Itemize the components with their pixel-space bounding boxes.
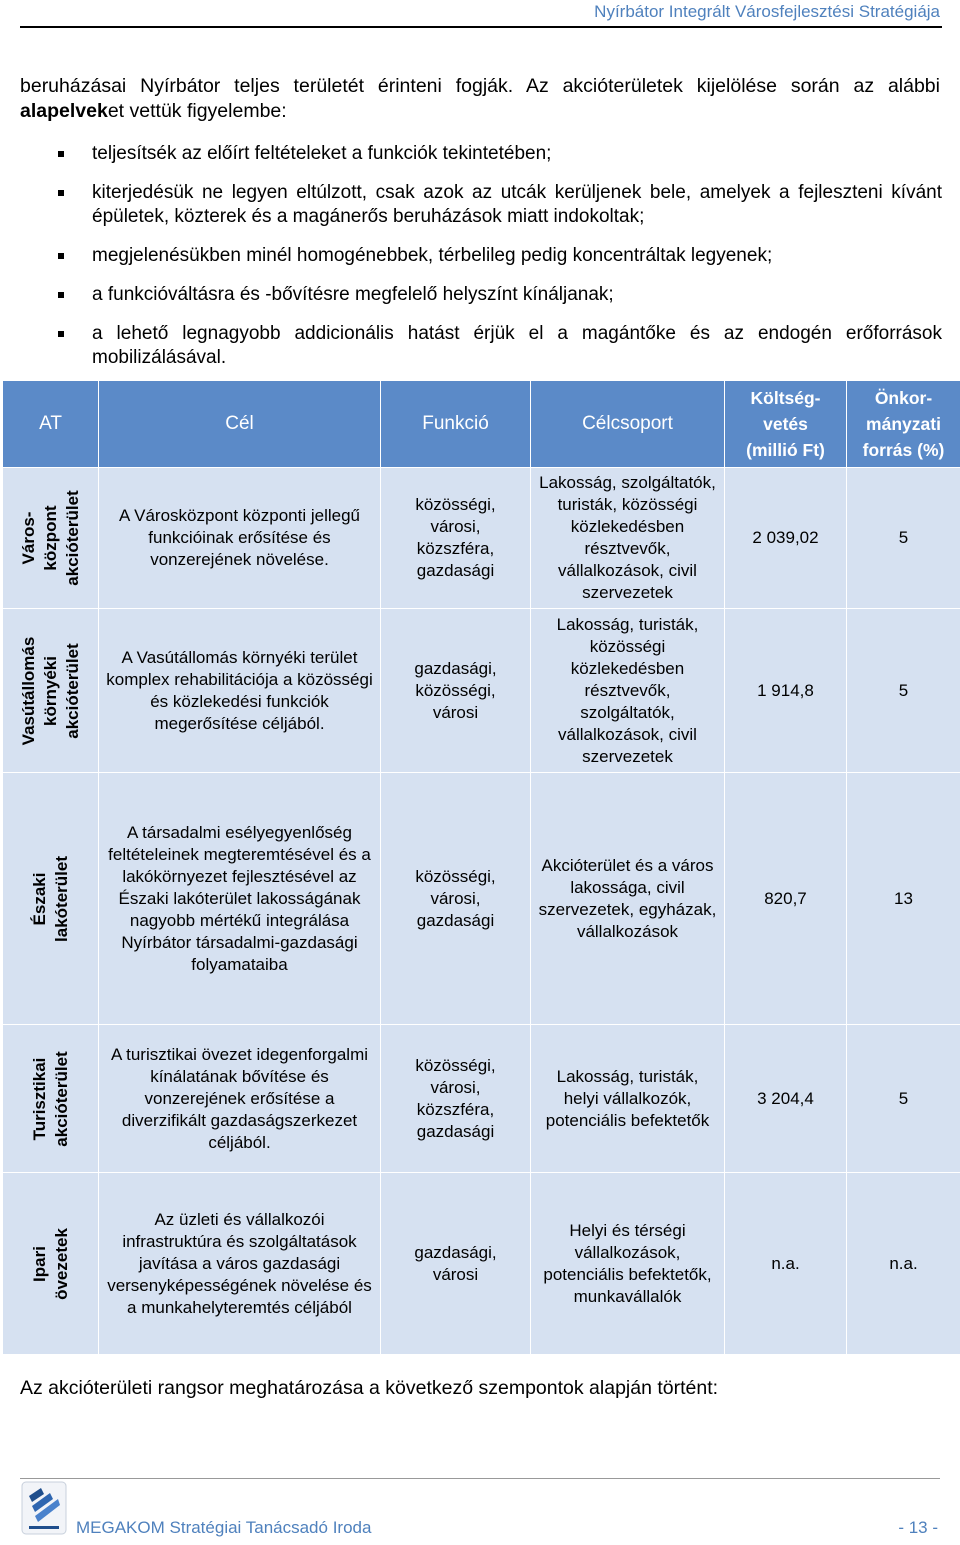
row-funkcio-cell: közösségi, városi, közszféra, gazdasági (381, 468, 531, 609)
intro-part1: beruházásai Nyírbátor teljes területét érinteni fogják. Az akcióterületek kijelölése során az alábbi (20, 75, 940, 97)
list-item-text: a lehető legnagyobb addicionális hatást érjük el a magántőke és az endogén erőforrások mobilizálásával. (92, 323, 942, 368)
intro-paragraph (20, 74, 940, 124)
row-funkcio-cell: gazdasági, közösségi, városi (381, 609, 531, 773)
table-header-row (3, 381, 960, 468)
list-item-text: megjelenésükben minél homogénebbek, térbelileg pedig koncentráltak legyenek; (92, 245, 773, 266)
row-celcsoport-cell: Akcióterület és a város lakossága, civil szervezetek, egyházak, vállalkozások (531, 773, 725, 1025)
footer-page-number: - 13 - (898, 1518, 938, 1537)
bullet-icon (58, 292, 64, 298)
row-onkormanyzati-cell: 5 (847, 468, 960, 609)
row-cel-cell: A turisztikai övezet idegenforgalmi kínálatának bővítése és vonzerejének erősítése a diverzifikált gazdaságszerkezet céljából. (99, 1025, 381, 1173)
list-item (56, 181, 942, 229)
row-cel-cell: A társadalmi esélyegyenlőség feltételeinek megteremtésével és a lakókörnyezet fejlesztésével az Északi lakóterület lakosságának nagyobb mértékű integrálása Nyírbátor társadalmi-gazdasági folyamataiba (99, 773, 381, 1025)
row-onkormanyzati-cell: n.a. (847, 1173, 960, 1355)
list-item-text: teljesítsék az előírt feltételeket a funkciók tekintetében; (92, 143, 552, 164)
row-onkormanyzati-cell: 5 (847, 1025, 960, 1173)
intro-bold: alapelvek (20, 100, 108, 122)
row-onkormanyzati-cell: 5 (847, 609, 960, 773)
table-row (3, 468, 960, 609)
megakom-logo-icon (20, 1480, 68, 1536)
table-row (3, 773, 960, 1025)
table-row (3, 1025, 960, 1173)
header-koltseg: Költség- vetés (millió Ft) (725, 381, 847, 468)
row-at-cell (3, 1025, 99, 1173)
row-celcsoport-cell: Lakosság, turisták, közösségi közlekedésben résztvevők, szolgáltatók, vállalkozások, civil szervezetek (531, 609, 725, 773)
action-areas-table (2, 380, 960, 1355)
row-koltseg-cell: 820,7 (725, 773, 847, 1025)
bullet-icon (58, 151, 64, 157)
list-item (56, 244, 942, 268)
table-row (3, 609, 960, 773)
row-cel-cell: Az üzleti és vállalkozói infrastruktúra és szolgáltatások javítása a város gazdasági versenyképességének növelése és a munkahelyteremtés céljából (99, 1173, 381, 1355)
header-funkcio: Funkció (381, 381, 531, 468)
row-onkormanyzati-cell: 13 (847, 773, 960, 1025)
principles-list (56, 142, 942, 385)
row-koltseg-cell: 3 204,4 (725, 1025, 847, 1173)
row-celcsoport-cell: Lakosság, szolgáltatók, turisták, közösségi közlekedésben résztvevők, vállalkozások, civil szervezetek (531, 468, 725, 609)
footer-divider (20, 1478, 940, 1479)
header-divider (20, 26, 942, 28)
row-funkcio-cell: gazdasági, városi (381, 1173, 531, 1355)
row-koltseg-cell: n.a. (725, 1173, 847, 1355)
list-item (56, 283, 942, 307)
row-at-cell (3, 1173, 99, 1355)
row-at-label: Vasútállomás környéki akcióterület (18, 636, 82, 745)
row-koltseg-cell: 1 914,8 (725, 609, 847, 773)
bullet-icon (58, 331, 64, 337)
row-at-label: Turisztikai akcióterület (29, 1050, 71, 1147)
row-cel-cell: A Vasútállomás környéki terület komplex rehabilitációja a közösségi és közlekedési funkciók megerősítése céljából. (99, 609, 381, 773)
row-at-label: Ipari övezetek (29, 1227, 71, 1300)
list-item-text: a funkcióváltásra és -bővítésre megfelelő helyszínt kínáljanak; (92, 284, 614, 305)
row-at-cell (3, 773, 99, 1025)
list-item (56, 142, 942, 166)
row-at-cell (3, 609, 99, 773)
header-at: AT (3, 381, 99, 468)
row-cel-cell: A Városközpont központi jellegű funkcióinak erősítése és vonzerejének növelése. (99, 468, 381, 609)
header-onkormanyzati: Önkor- mányzati forrás (%) (847, 381, 960, 468)
bullet-icon (58, 190, 64, 196)
row-funkcio-cell: közösségi, városi, közszféra, gazdasági (381, 1025, 531, 1173)
row-celcsoport-cell: Lakosság, turisták, helyi vállalkozók, potenciális befektetők (531, 1025, 725, 1173)
row-at-label: Város- központ akcióterület (18, 490, 82, 586)
row-at-label: Északi lakóterület (29, 855, 71, 942)
list-item (56, 322, 942, 370)
row-koltseg-cell: 2 039,02 (725, 468, 847, 609)
header-cel: Cél (99, 381, 381, 468)
row-at-cell (3, 468, 99, 609)
intro-part2: et vettük figyelembe: (107, 100, 287, 122)
list-item-text: kiterjedésük ne legyen eltúlzott, csak azok az utcák kerüljenek bele, amelyek a fejleszteni kívánt épületek, közterek és a magánerős beruházások miatt indokoltak; (92, 182, 942, 227)
footer-company: MEGAKOM Stratégiai Tanácsadó Iroda (76, 1518, 372, 1537)
bullet-icon (58, 253, 64, 259)
table-row (3, 1173, 960, 1355)
row-funkcio-cell: közösségi, városi, gazdasági (381, 773, 531, 1025)
header-title: Nyírbátor Integrált Városfejlesztési Stratégiája (594, 2, 940, 21)
header-celcsoport: Célcsoport (531, 381, 725, 468)
closing-sentence: Az akcióterületi rangsor meghatározása a következő szempontok alapján történt: (20, 1377, 719, 1399)
row-celcsoport-cell: Helyi és térségi vállalkozások, potenciális befektetők, munkavállalók (531, 1173, 725, 1355)
